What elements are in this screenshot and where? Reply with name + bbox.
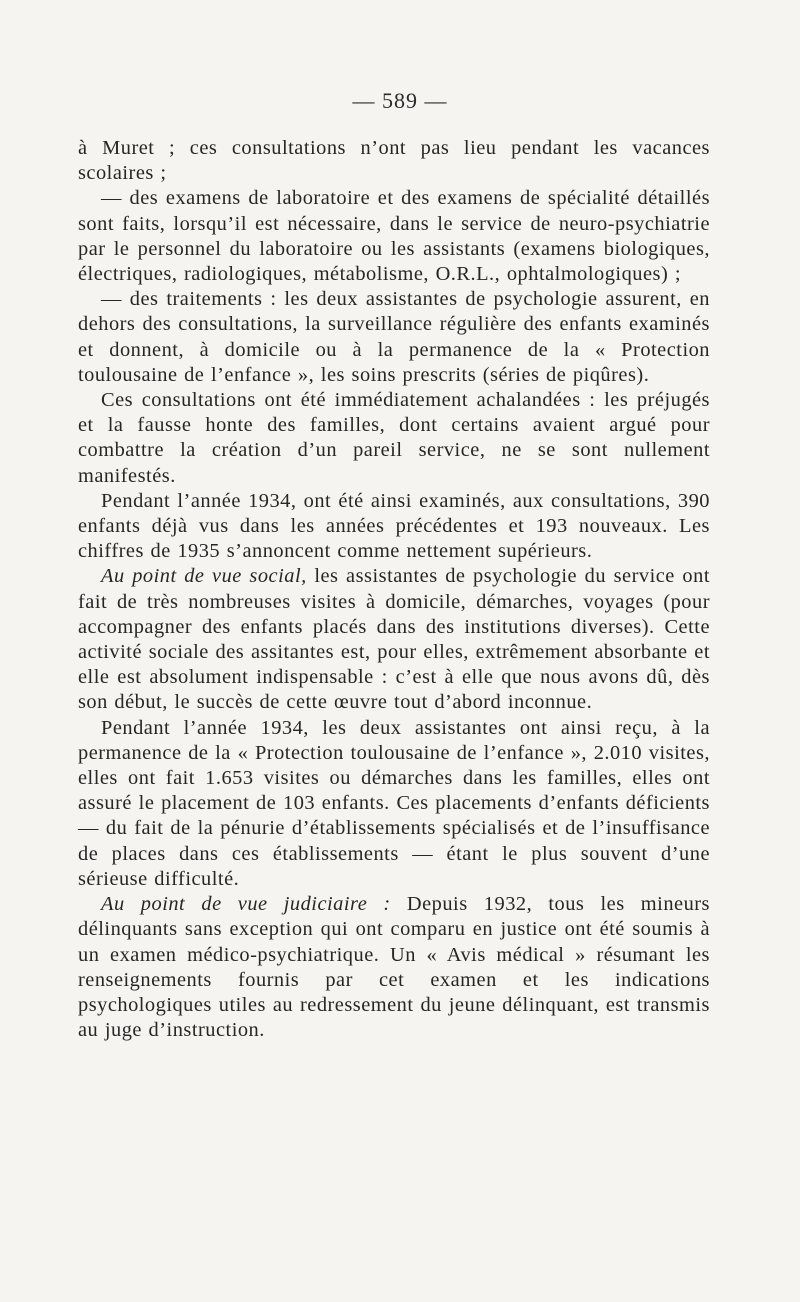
page-number: — 589 — [352,88,448,113]
paragraph-text: — des examens de laboratoire et des examens de spécialité détaillés sont faits, lorsqu’il est nécessaire, dans le service de neuro-psychiatrie par le personnel du laboratoire ou les assistants (examens biologiques, électriques, radiologiques, métabolisme, O.R.L., ophtalmologiques) ; [78,187,710,286]
paragraph-text: — des traitements : les deux assistantes de psychologie assurent, en dehors des consultations, la surveillance régulière des enfants examinés et donnent, à domicile ou à la permanence de la « Protection toulousaine de l’enfance », les soins prescrits (séries de piqûres). [78,288,710,386]
body-text [78,136,710,1043]
paragraph-text: Depuis 1932, tous les mineurs délinquants sans exception qui ont comparu en justice ont été soumis à un examen médico-psychiatrique. Un « Avis médical » résumant les renseignements fournis par cet examen et les indications psychologiques utiles au redressement du jeune délinquant, est transmis au juge d’instruction. [78,893,710,1042]
paragraph [78,136,710,186]
paragraph-text: à Muret ; ces consultations n’ont pas lieu pendant les vacances scolaires ; [78,137,710,185]
paragraph [78,716,710,892]
paragraph-text: Pendant l’année 1934, les deux assistantes ont ainsi reçu, à la permanence de la « Protection toulousaine de l’enfance », 2.010 visites, elles ont fait 1.653 visites ou démarches dans les familles, elles ont assuré le placement de 103 enfants. Ces placements d’enfants déficients — du fait de la pénurie d’établissements spécialisés et de l’insuffisance de places dans ces établissements — étant le plus souvent d’une sérieuse difficulté. [78,716,710,890]
paragraph [78,186,710,287]
paragraph [78,489,710,565]
paragraph-lead: Au point de vue judiciaire : [101,893,391,916]
paragraph [78,564,710,715]
paragraph [78,388,710,489]
paragraph-text: Ces consultations ont été immédiatement achalandées : les préjugés et la fausse honte des familles, dont certains avaient argué pour combattre la création d’un pareil service, ne se sont nullement manifestés. [78,389,710,487]
paragraph [78,892,710,1043]
paragraph [78,287,710,388]
paragraph-text: Pendant l’année 1934, ont été ainsi examinés, aux consultations, 390 enfants déjà vus dans les années précédentes et 193 nouveaux. Les chiffres de 1935 s’annoncent comme nettement supérieurs. [78,489,710,563]
paragraph-text: les assistantes de psychologie du service ont fait de très nombreuses visites à domicile, démarches, voyages (pour accompagner des enfants placés dans des institutions diverses). Cette activité sociale des assitantes est, pour elles, extrêmement absorbante et elle est absolument indispensable : c’est à elle que nous avons dû, dès son début, le succès de cette œuvre tout d’abord inconnue. [78,565,710,714]
paragraph-lead: Au point de vue social, [101,565,307,588]
